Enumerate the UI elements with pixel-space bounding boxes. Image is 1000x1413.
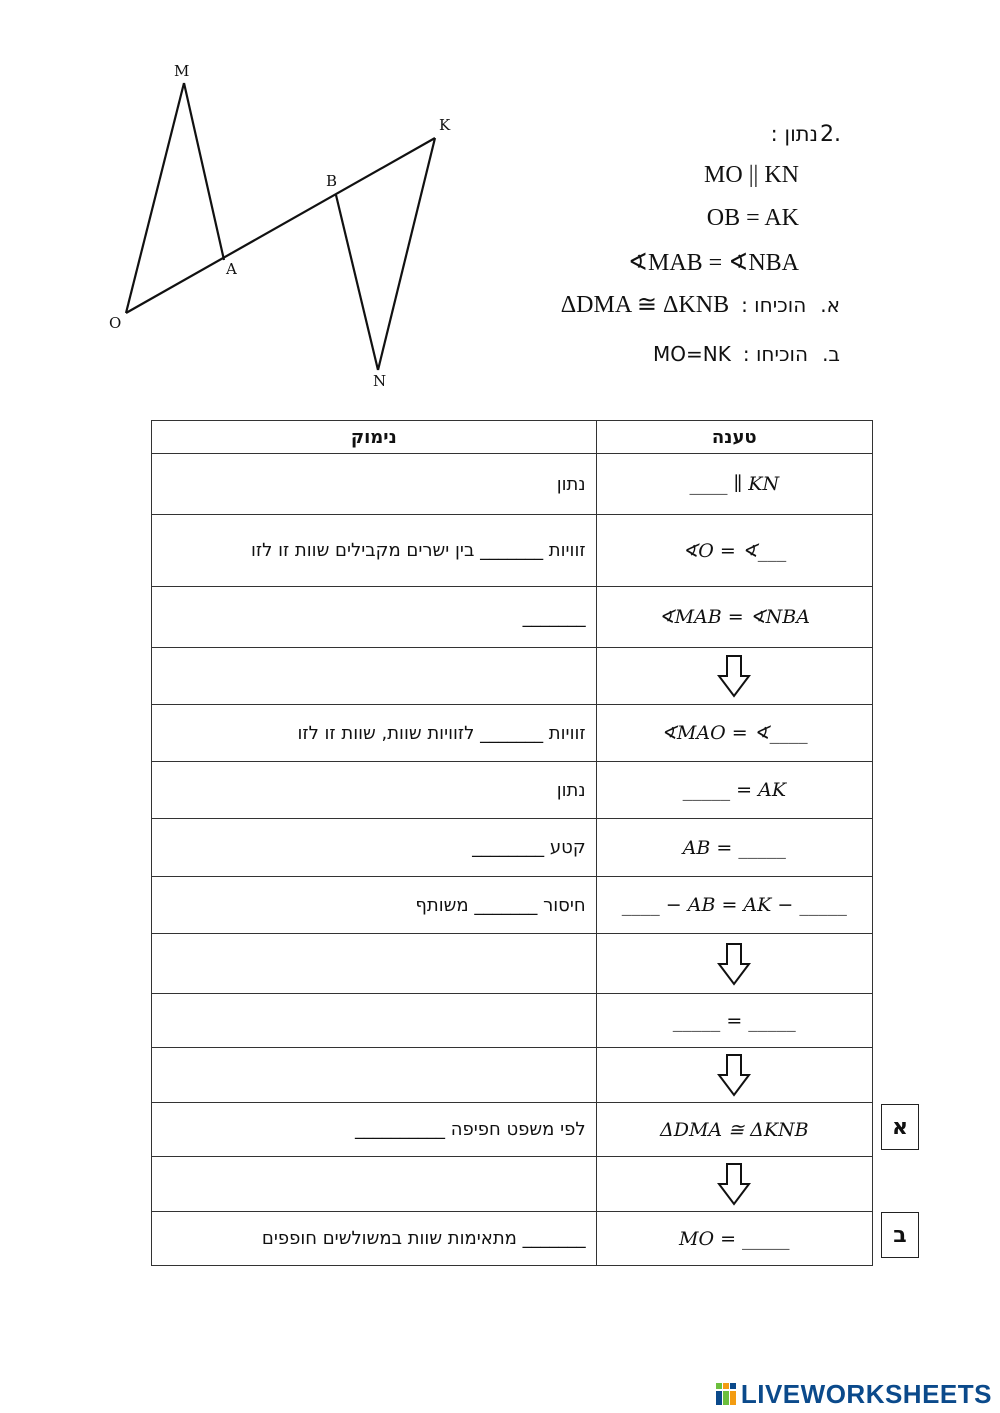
reason-cell[interactable]: _______ מתאימות שוות במשולשים חופפים <box>152 1212 597 1266</box>
task-b-statement: MO=NK <box>653 342 731 366</box>
point-label-m: M <box>174 62 190 80</box>
point-label-o: O <box>109 314 122 332</box>
part-b-marker: ב <box>881 1212 919 1258</box>
table-row <box>152 1212 873 1266</box>
segment-ma <box>184 83 224 260</box>
table-header-row <box>152 421 873 454</box>
reason-cell[interactable]: חיסור _______ משותף <box>152 877 597 934</box>
down-arrow-icon <box>717 942 751 986</box>
table-row <box>152 648 873 705</box>
segment-bn <box>336 195 378 370</box>
reason-cell[interactable]: נתון <box>152 762 597 819</box>
reason-cell[interactable]: _______ <box>152 587 597 648</box>
question-number: 2. <box>820 122 841 147</box>
claim-cell[interactable]: ____ − AB = AK − _____ <box>596 877 872 934</box>
task-a-label: הוכיחו : <box>741 293 807 317</box>
liveworksheets-logo-icon <box>715 1382 737 1406</box>
point-label-b: B <box>326 172 338 190</box>
down-arrow-icon <box>717 1053 751 1097</box>
reason-cell[interactable] <box>152 1157 597 1212</box>
segment-om <box>126 83 184 313</box>
table-row <box>152 934 873 994</box>
segment-nk <box>378 138 435 370</box>
task-a <box>561 290 840 319</box>
table-row <box>152 515 873 587</box>
claim-cell[interactable]: _____ = AK <box>596 762 872 819</box>
claim-cell[interactable]: ∢MAB = ∢NBA <box>596 587 872 648</box>
part-a-marker: א <box>881 1104 919 1150</box>
table-row <box>152 454 873 515</box>
claim-cell[interactable]: AB = _____ <box>596 819 872 877</box>
arrow-cell <box>596 1157 872 1212</box>
header-claim: טענה <box>596 421 872 454</box>
arrow-cell <box>596 934 872 994</box>
table-row <box>152 587 873 648</box>
point-label-k: K <box>439 116 451 134</box>
reason-cell[interactable] <box>152 994 597 1048</box>
table-row <box>152 1157 873 1212</box>
claim-cell[interactable]: ΔDMA ≅ ΔKNB <box>596 1103 872 1157</box>
table-row <box>152 1103 873 1157</box>
geometry-figure <box>100 55 470 395</box>
given-label: נתון : <box>770 122 818 146</box>
given-segments: OB = AK <box>706 205 799 231</box>
claim-cell[interactable]: _____ = _____ <box>596 994 872 1048</box>
reason-cell[interactable] <box>152 934 597 994</box>
proof-table <box>151 420 873 1266</box>
reason-cell[interactable]: זוויות _______ לזוויות שוות, שוות זו לזו <box>152 705 597 762</box>
table-row <box>152 819 873 877</box>
given-parallel: MO || KN <box>704 162 799 188</box>
reason-cell[interactable] <box>152 648 597 705</box>
task-b <box>653 342 840 366</box>
claim-cell[interactable]: ∢MAO = ∢____ <box>596 705 872 762</box>
task-a-letter: א. <box>820 293 840 317</box>
point-label-n: N <box>373 372 387 390</box>
down-arrow-icon <box>717 654 751 698</box>
arrow-cell <box>596 1048 872 1103</box>
claim-cell[interactable]: MO = _____ <box>596 1212 872 1266</box>
table-row <box>152 705 873 762</box>
liveworksheets-logo-text: LIVEWORKSHEETS <box>740 1378 992 1409</box>
task-b-letter: ב. <box>822 342 840 366</box>
segment-ok <box>126 138 435 313</box>
reason-cell[interactable]: קטע ________ <box>152 819 597 877</box>
claim-cell[interactable]: ____ ∥ KN <box>596 454 872 515</box>
liveworksheets-logo <box>715 1378 992 1409</box>
table-row <box>152 762 873 819</box>
claim-cell[interactable]: ∢O = ∢___ <box>596 515 872 587</box>
table-row <box>152 1048 873 1103</box>
given-angles: ∢MAB = ∢NBA <box>627 250 799 276</box>
task-b-label: הוכיחו : <box>742 342 809 366</box>
table-row <box>152 994 873 1048</box>
arrow-cell <box>596 648 872 705</box>
reason-cell[interactable] <box>152 1048 597 1103</box>
task-a-statement: ΔDMA ≅ ΔKNB <box>560 292 730 318</box>
header-reason: נימוק <box>152 421 597 454</box>
point-label-a: A <box>226 260 237 278</box>
table-row <box>152 877 873 934</box>
reason-cell[interactable]: זוויות _______ בין ישרים מקבילים שוות זו לזו <box>152 515 597 587</box>
reason-cell[interactable]: לפי משפט חפיפה __________ <box>152 1103 597 1157</box>
reason-cell[interactable]: נתון <box>152 454 597 515</box>
down-arrow-icon <box>717 1162 751 1206</box>
